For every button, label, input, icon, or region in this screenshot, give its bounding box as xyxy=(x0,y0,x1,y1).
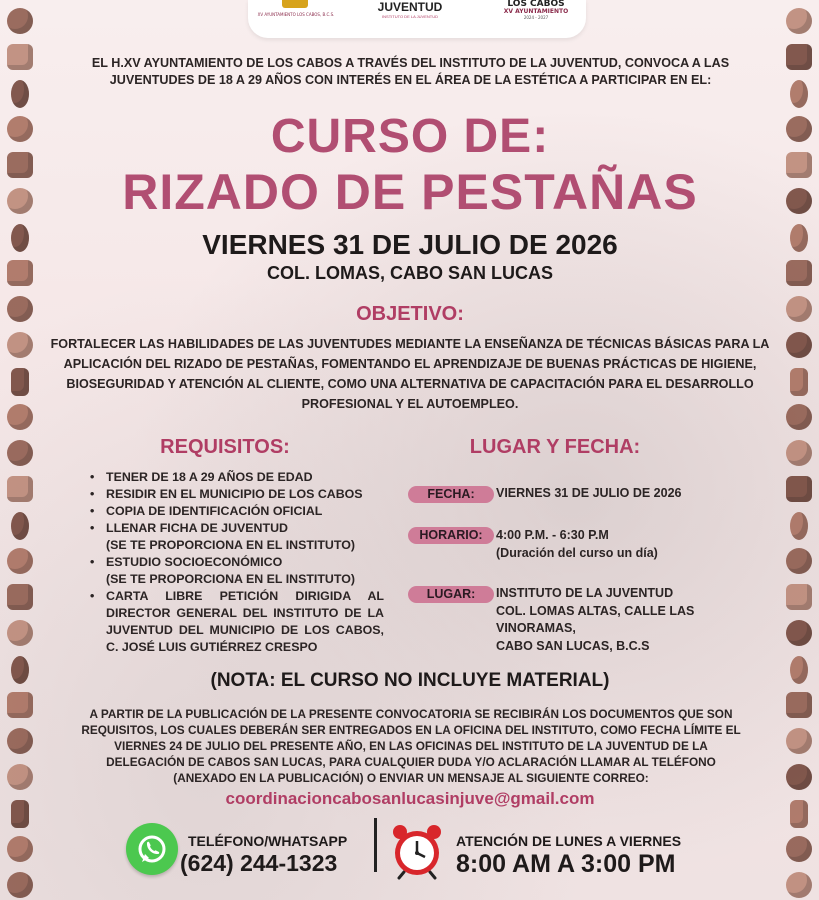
border-icon xyxy=(790,512,808,540)
footer-divider xyxy=(374,818,377,872)
material-note: (NOTA: EL CURSO NO INCLUYE MATERIAL) xyxy=(210,670,610,691)
border-icon xyxy=(786,404,812,430)
intro-text: EL H.XV AYUNTAMIENTO DE LOS CABOS A TRAVÉS DEL INSTITUTO DE LA JUVENTUD, CONVOCA A LAS JUVENTUDES DE 18 A 29 AÑOS CON INTERÉS EN EL ÁREA DE LA ESTÉTICA A PARTICIPAR EN EL: xyxy=(91,56,730,87)
whatsapp-icon xyxy=(126,823,178,875)
border-icon xyxy=(786,584,812,610)
juventud-logo-text: JUVENTUD xyxy=(377,0,443,14)
time-value xyxy=(496,527,766,562)
border-icon xyxy=(786,548,812,574)
time-range: 4:00 P.M. - 6:30 P.M xyxy=(496,528,609,542)
objective-heading: OBJETIVO: xyxy=(356,303,464,325)
border-icon xyxy=(790,656,808,684)
requirement-item: • CARTA LIBRE PETICIÓN DIRIGIDA AL DIRECTOR GENERAL DEL INSTITUTO DE LA JUVENTUD DEL MUNICIPIO DE LOS CABOS, C. JOSÉ LUIS GUTIÉRREZ CRESPO xyxy=(88,588,384,656)
border-icon xyxy=(786,152,812,178)
requirement-item: • ESTUDIO SOCIOECONÓMICO (SE TE PROPORCIONA EN EL INSTITUTO) xyxy=(88,554,384,588)
time-duration-note: (Duración del curso un día) xyxy=(496,545,658,560)
border-icon xyxy=(11,224,29,252)
border-icon xyxy=(7,476,33,502)
course-title-line1: CURSO DE: xyxy=(270,110,550,163)
requirement-item: • RESIDIR EN EL MUNICIPIO DE LOS CABOS xyxy=(88,486,384,503)
date-label-pill: FECHA: xyxy=(408,486,494,503)
place-value xyxy=(496,585,766,655)
border-icon xyxy=(7,548,33,574)
border-icon xyxy=(7,404,33,430)
border-icon xyxy=(7,116,33,142)
border-icon xyxy=(7,44,33,70)
border-icon xyxy=(11,80,29,108)
juventud-logo-subtext: INSTITUTO DE LA JUVENTUD xyxy=(382,14,438,19)
phone-label: TELÉFONO/WHATSAPP xyxy=(188,833,348,849)
logo-header xyxy=(248,0,586,38)
time-label-pill: HORARIO: xyxy=(408,527,494,544)
border-icon xyxy=(786,764,812,790)
left-decorative-border xyxy=(0,0,42,900)
requirement-item: • TENER DE 18 A 29 AÑOS DE EDAD xyxy=(88,469,384,486)
hours-value: 8:00 AM A 3:00 PM xyxy=(456,850,676,878)
border-icon xyxy=(7,872,33,898)
juventud-logo xyxy=(360,0,460,19)
place-line3: CABO SAN LUCAS, B.C.S xyxy=(496,638,650,653)
border-icon xyxy=(7,836,33,862)
border-icon xyxy=(7,152,33,178)
requirements-heading: REQUISITOS: xyxy=(160,436,290,458)
los-cabos-logo-years: 2024 - 2027 xyxy=(523,15,549,20)
border-icon xyxy=(786,116,812,142)
event-date-heading: VIERNES 31 DE JULIO DE 2026 xyxy=(202,229,618,260)
border-icon xyxy=(7,332,33,358)
border-icon xyxy=(7,188,33,214)
objective-text: FORTALECER LAS HABILIDADES DE LAS JUVENTUDES MEDIANTE LA ENSEÑANZA DE TÉCNICAS BÁSICAS PARA LA APLICACIÓN DEL RIZADO DE PESTAÑAS, FOMENTANDO EL APRENDIZAJE DE BUENAS PRÁCTICAS DE HIGIENE, BIOSEGURIDAD Y ATENCIÓN AL CLIENTE, COMO UNA ALTERNATIVA DE CAPACITACIÓN PARA EL DESARROLLO PROFESIONAL Y EL AUTOEMPLEO. xyxy=(50,337,770,411)
contact-email[interactable]: coordinacioncabosanlucasinjuve@gmail.com xyxy=(225,789,595,808)
course-title-line2: RIZADO DE PESTAÑAS xyxy=(122,164,698,220)
border-icon xyxy=(7,728,33,754)
submission-paragraph: A PARTIR DE LA PUBLICACIÓN DE LA PRESENTE CONVOCATORIA SE RECIBIRÁN LOS DOCUMENTOS QUE SON REQUISITOS, LOS CUALES DEBERÁN SER ENTREGADOS EN LA OFICINA DEL INSTITUTO, COMO FECHA LÍMITE EL VIERNES 24 DE JULIO DEL PRESENTE AÑO, EN LAS OFICINAS DEL INSTITUTO DE LA JUVENTUD DE LA DELEGACIÓN DE CABOS SAN LUCAS, PARA CUALQUIER DUDA Y/O ACLARACIÓN LLAMAR AL TELÉFONO (ANEXADO EN LA PUBLICACIÓN) O ENVIAR UN MENSAJE AL SIGUIENTE CORREO: xyxy=(81,707,741,785)
border-icon xyxy=(786,728,812,754)
border-icon xyxy=(786,44,812,70)
hours-label: ATENCIÓN DE LUNES A VIERNES xyxy=(456,833,682,849)
phone-number[interactable]: (624) 244-1323 xyxy=(180,850,338,876)
requirement-note: (SE TE PROPORCIONA EN EL INSTITUTO) xyxy=(106,538,355,552)
requirement-item: • COPIA DE IDENTIFICACIÓN OFICIAL xyxy=(88,503,384,520)
border-icon xyxy=(786,692,812,718)
border-icon xyxy=(790,800,808,828)
event-place-heading: COL. LOMAS, CABO SAN LUCAS xyxy=(267,263,553,283)
border-icon xyxy=(786,440,812,466)
border-icon xyxy=(786,620,812,646)
place-line2: COL. LOMAS ALTAS, CALLE LAS VINORAMAS, xyxy=(496,603,695,635)
alarm-clock-icon xyxy=(390,822,444,880)
border-icon xyxy=(786,296,812,322)
right-decorative-border xyxy=(777,0,819,900)
border-icon xyxy=(790,368,808,396)
border-icon xyxy=(7,8,33,34)
los-cabos-logo xyxy=(496,0,576,20)
requirements-list xyxy=(88,469,384,656)
border-icon xyxy=(786,476,812,502)
los-cabos-logo-text: LOS CABOS xyxy=(507,0,565,9)
venue-heading: LUGAR Y FECHA: xyxy=(469,436,641,458)
border-icon xyxy=(786,872,812,898)
border-icon xyxy=(7,620,33,646)
date-value: VIERNES 31 DE JULIO DE 2026 xyxy=(496,486,682,500)
border-icon xyxy=(7,584,33,610)
municipal-logo-text: XV AYUNTAMIENTO LOS CABOS, B.C.S. xyxy=(257,12,335,17)
requirement-note: (SE TE PROPORCIONA EN EL INSTITUTO) xyxy=(106,572,355,586)
border-icon xyxy=(11,368,29,396)
border-icon xyxy=(7,296,33,322)
border-icon xyxy=(786,332,812,358)
border-icon xyxy=(790,224,808,252)
border-icon xyxy=(7,764,33,790)
border-icon xyxy=(7,440,33,466)
border-icon xyxy=(11,800,29,828)
border-icon xyxy=(7,692,33,718)
border-icon xyxy=(786,188,812,214)
border-icon xyxy=(786,836,812,862)
municipal-logo xyxy=(282,0,308,8)
place-label-pill: LUGAR: xyxy=(408,586,494,603)
los-cabos-logo-subtext: XV AYUNTAMIENTO xyxy=(503,8,569,15)
border-icon xyxy=(7,260,33,286)
border-icon xyxy=(790,80,808,108)
border-icon xyxy=(11,656,29,684)
place-line1: INSTITUTO DE LA JUVENTUD xyxy=(496,586,674,600)
border-icon xyxy=(11,512,29,540)
border-icon xyxy=(786,260,812,286)
requirement-item: • LLENAR FICHA DE JUVENTUD (SE TE PROPORCIONA EN EL INSTITUTO) xyxy=(88,520,384,554)
border-icon xyxy=(786,8,812,34)
